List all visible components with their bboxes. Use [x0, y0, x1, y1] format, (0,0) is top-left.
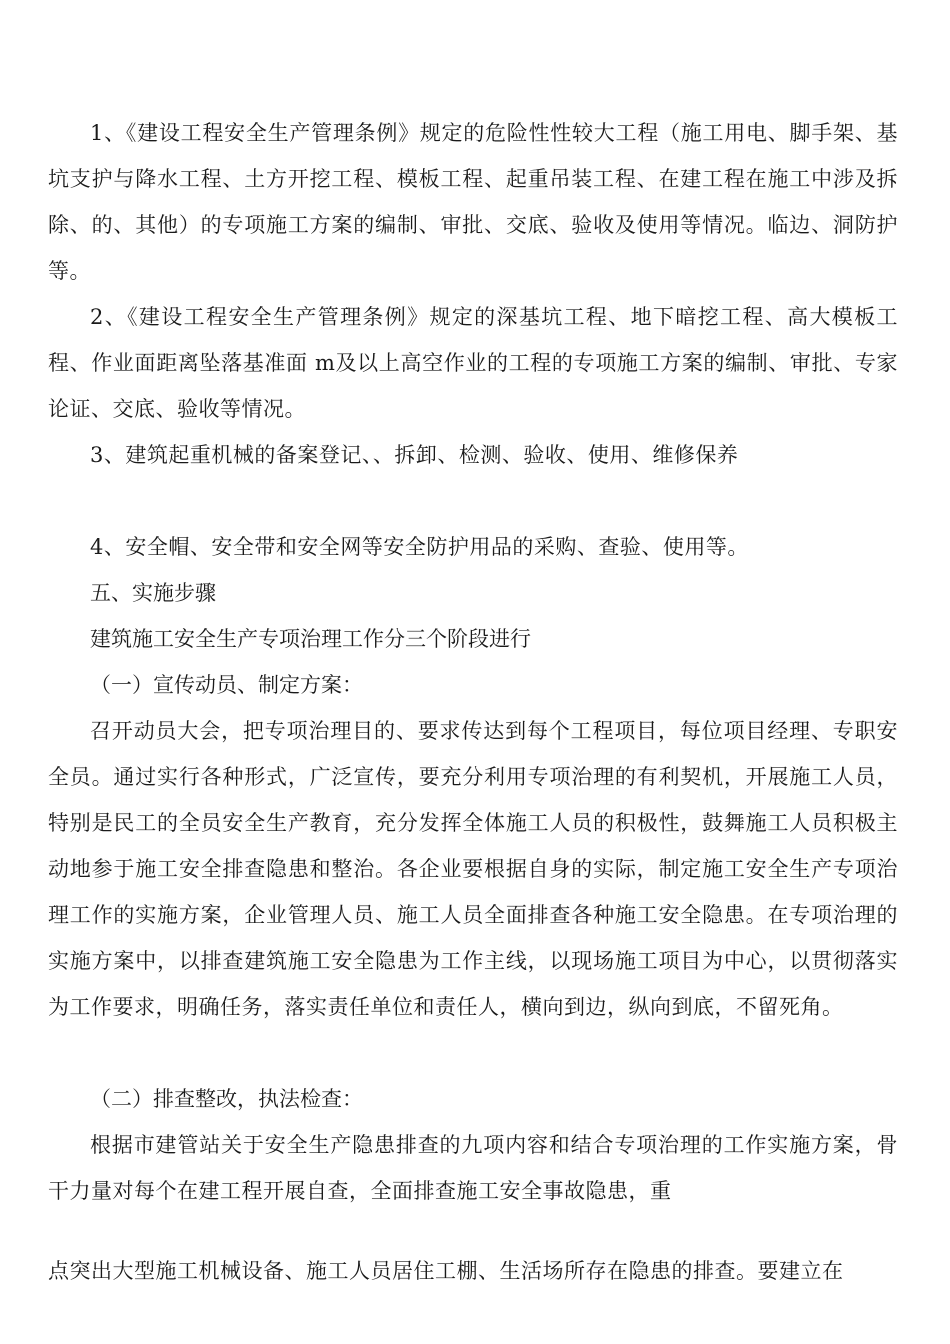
section-heading-implementation-steps: 五、实施步骤 [90, 581, 216, 605]
paragraph-inspection: 根据市建管站关于安全生产隐患排查的九项内容和结合专项治理的工作实施方案，骨干力量对每个在建工程开展自查，全面排查施工安全事故隐患，重 [48, 1133, 898, 1203]
paragraph-continuation: 点突出大型施工机械设备、施工人员居住工棚、生活场所存在隐患的排查。要建立在 [48, 1259, 844, 1283]
paragraph-mobilization: 召开动员大会，把专项治理目的、要求传达到每个工程项目，每位项目经理、专职安全员。通过实行各种形式，广泛宣传，要充分利用专项治理的有利契机，开展施工人员，特别是民工的全员安全生产教育，充分发挥全体施工人员的积极性，鼓舞施工人员积极主动地参于施工安全排查隐患和整治。各企业要根据自身的实际，制定施工安全生产专项治理工作的实施方案，企业管理人员、施工人员全面排查各种施工安全隐患。在专项治理的实施方案中，以排查建筑施工安全隐患为工作主线，以现场施工项目为中心，以贯彻落实为工作要求，明确任务，落实责任单位和责任人，横向到边，纵向到底，不留死角。 [48, 719, 898, 1019]
paragraph-item-1: 1、《建设工程安全生产管理条例》规定的危险性性较大工程（施工用电、脚手架、基坑支护与降水工程、土方开挖工程、模板工程、起重吊装工程、在建工程在施工中涉及拆除、的、其他）的专项施工方案的编制、审批、交底、验收及使用等情况。临边、洞防护等。 [48, 121, 898, 283]
subheading-stage-one: （一）宣传动员、制定方案： [90, 673, 363, 697]
three-stages-intro: 建筑施工安全生产专项治理工作分三个阶段进行 [90, 627, 531, 651]
paragraph-item-2: 2、《建设工程安全生产管理条例》规定的深基坑工程、地下暗挖工程、高大模板工程、作业面距离坠落基准面 m及以上高空作业的工程的专项施工方案的编制、审批、专家论证、交底、验收等情况。 [48, 305, 898, 421]
paragraph-item-3: 3、建筑起重机械的备案登记、、拆卸、检测、验收、使用、维修保养 [90, 443, 739, 467]
subheading-stage-two: （二）排查整改，执法检查： [90, 1087, 363, 1111]
paragraph-item-4: 4、安全帽、安全带和安全网等安全防护用品的采购、查验、使用等。 [90, 535, 749, 559]
